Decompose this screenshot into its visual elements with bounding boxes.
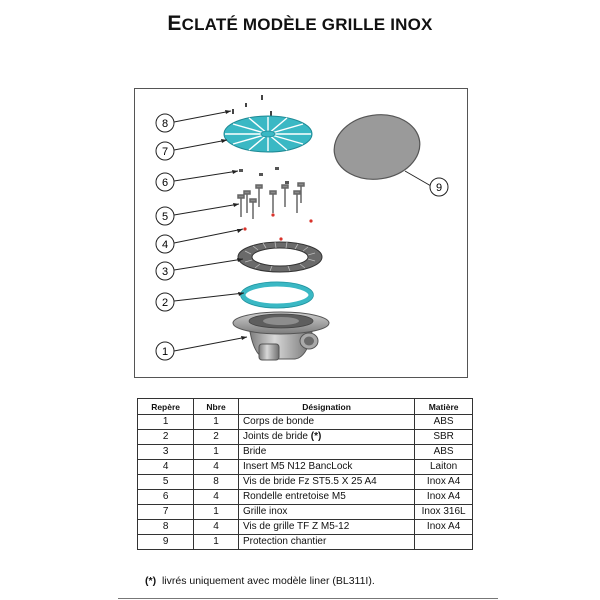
designation-text: Joints de bride <box>242 431 308 442</box>
part-3-flange <box>238 242 322 272</box>
svg-text:4: 4 <box>161 239 169 251</box>
svg-text:2: 2 <box>161 297 169 309</box>
cell-nbre: 1 <box>194 445 239 460</box>
header-designation: Désignation <box>238 399 414 415</box>
callout-2 <box>156 293 174 311</box>
cell-nbre: 4 <box>194 520 239 535</box>
cell-nbre: 4 <box>194 460 239 475</box>
part-7-grille <box>224 116 312 152</box>
cell-repere: 1 <box>138 415 194 430</box>
cell-nbre: 1 <box>194 415 239 430</box>
part-2-gasket <box>241 282 314 308</box>
header-repere: Repère <box>138 399 194 415</box>
cell-nbre: 1 <box>194 505 239 520</box>
callout-7 <box>156 142 174 160</box>
footnote <box>145 575 375 587</box>
svg-text:6: 6 <box>161 177 169 189</box>
cell-nbre: 2 <box>194 430 239 445</box>
designation-text: Bride <box>242 446 267 457</box>
footnote-marker: (*) <box>310 431 322 442</box>
cell-designation <box>238 535 414 550</box>
part-6-washers <box>239 167 289 184</box>
part-8-grille-screws <box>232 95 272 116</box>
header-nbre: Nbre <box>194 399 239 415</box>
svg-text:9: 9 <box>435 182 443 194</box>
cell-designation <box>238 505 414 520</box>
svg-text:7: 7 <box>161 146 169 158</box>
svg-text:3: 3 <box>161 266 169 278</box>
table-row <box>138 490 473 505</box>
cell-designation <box>238 490 414 505</box>
svg-text:5: 5 <box>161 211 169 223</box>
designation-text: Rondelle entretoise M5 <box>242 491 346 502</box>
cell-matiere: Inox A4 <box>415 475 473 490</box>
designation-text: Vis de bride Fz ST5.5 X 25 A4 <box>242 476 377 487</box>
cell-matiere: Inox 316L <box>415 505 473 520</box>
page-title <box>0 12 600 36</box>
exploded-view-svg <box>135 89 467 377</box>
callout-8 <box>156 114 174 132</box>
cell-designation <box>238 430 414 445</box>
title-rest: CLATÉ MODÈLE GRILLE INOX <box>181 15 433 34</box>
table-row <box>138 535 473 550</box>
cell-matiere: SBR <box>415 430 473 445</box>
footnote-text: livrés uniquement avec modèle liner (BL311I). <box>161 575 375 587</box>
cell-matiere: ABS <box>415 415 473 430</box>
cell-matiere <box>415 535 473 550</box>
part-4-inserts <box>243 213 312 240</box>
cell-designation <box>238 415 414 430</box>
cell-nbre: 1 <box>194 535 239 550</box>
designation-text: Corps de bonde <box>242 416 315 427</box>
table-header-row <box>138 399 473 415</box>
callout-1 <box>156 342 174 360</box>
table-row <box>138 430 473 445</box>
callout-6 <box>156 173 174 191</box>
cell-repere: 9 <box>138 535 194 550</box>
svg-text:8: 8 <box>161 118 169 130</box>
designation-text: Insert M5 N12 BancLock <box>242 461 353 472</box>
cell-designation <box>238 445 414 460</box>
table-row <box>138 475 473 490</box>
table-row <box>138 505 473 520</box>
cell-repere: 7 <box>138 505 194 520</box>
footnote-marker: (*) <box>145 575 157 587</box>
table-row <box>138 520 473 535</box>
cell-designation <box>238 475 414 490</box>
cell-matiere: Inox A4 <box>415 520 473 535</box>
cell-repere: 8 <box>138 520 194 535</box>
designation-text: Grille inox <box>242 506 288 517</box>
svg-text:1: 1 <box>161 346 169 358</box>
table-row <box>138 445 473 460</box>
cell-nbre: 4 <box>194 490 239 505</box>
cell-repere: 4 <box>138 460 194 475</box>
bottom-rule <box>118 598 498 599</box>
table-row <box>138 415 473 430</box>
cell-repere: 6 <box>138 490 194 505</box>
cell-designation <box>238 520 414 535</box>
cell-repere: 5 <box>138 475 194 490</box>
cell-designation <box>238 460 414 475</box>
designation-text: Protection chantier <box>242 536 327 547</box>
cell-matiere: Inox A4 <box>415 490 473 505</box>
callout-5 <box>156 207 174 225</box>
title-first-letter: E <box>167 12 182 35</box>
part-1-body <box>233 312 329 360</box>
parts-table <box>137 398 473 550</box>
cell-nbre: 8 <box>194 475 239 490</box>
cell-matiere: Laiton <box>415 460 473 475</box>
header-matiere: Matière <box>415 399 473 415</box>
callout-3 <box>156 262 174 280</box>
cell-matiere: ABS <box>415 445 473 460</box>
callout-9 <box>430 178 448 196</box>
exploded-view-diagram <box>134 88 468 378</box>
table-row <box>138 460 473 475</box>
callout-4 <box>156 235 174 253</box>
designation-text: Vis de grille TF Z M5-12 <box>242 521 350 532</box>
cell-repere: 2 <box>138 430 194 445</box>
cell-repere: 3 <box>138 445 194 460</box>
part-5-screws <box>238 183 304 219</box>
